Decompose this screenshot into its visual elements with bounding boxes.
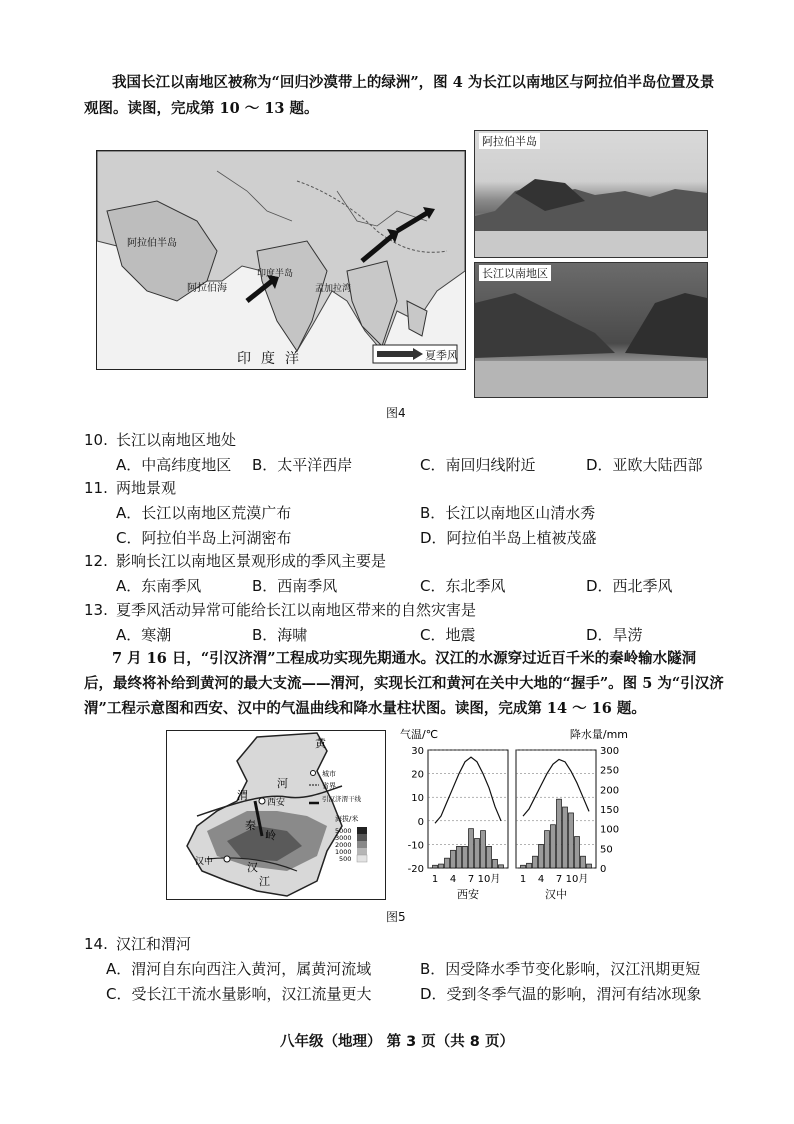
precip-bar — [527, 863, 532, 868]
photo-arabian-drawing — [475, 131, 707, 257]
figure4-caption: 图4 — [386, 406, 406, 420]
precip-bar — [445, 858, 450, 868]
map-label-wei: 渭 — [237, 789, 248, 802]
legend-elev-1000: 1000 — [335, 848, 352, 856]
precip-bar — [557, 799, 562, 868]
map-legend-summer-monsoon: 夏季风 — [425, 349, 458, 362]
map-label-bay-of-bengal: 孟加拉湾 — [315, 284, 352, 294]
question-10-stem: 长江以南地区地处 — [116, 431, 237, 449]
precip-bar — [563, 807, 568, 868]
question-12-number: 12. — [84, 552, 108, 570]
question-13-option-c[interactable]: C．地震 — [420, 626, 476, 644]
figure5-map-drawing — [167, 731, 385, 899]
photo-south-yangtze-drawing — [475, 263, 707, 397]
temp-tick-label: -10 — [407, 840, 424, 852]
temp-tick-label: 30 — [411, 746, 424, 757]
question-11-number: 11. — [84, 479, 108, 497]
precip-bar — [569, 813, 574, 868]
x-tick-label: 4 — [449, 874, 457, 885]
question-13-stem: 夏季风活动异常可能给长江以南地区带来的自然灾害是 — [116, 601, 477, 619]
precip-bar — [539, 844, 544, 868]
legend-city: 城市 — [322, 770, 336, 778]
question-13-option-b[interactable]: B．海啸 — [252, 626, 308, 644]
precip-tick-label: 200 — [600, 785, 620, 797]
precip-tick-label: 300 — [600, 746, 620, 757]
figure5-caption: 图5 — [386, 910, 406, 924]
map-label-hanzhong: 汉中 — [195, 857, 214, 867]
photo-south-yangtze — [474, 262, 708, 398]
figure4-map — [96, 150, 466, 370]
temp-tick-label: 20 — [411, 769, 424, 781]
question-14-option-a[interactable]: A．渭河自东向西注入黄河，属黄河流域 — [106, 960, 372, 978]
precip-tick-label: 250 — [600, 765, 620, 777]
x-tick-label: 1 — [431, 874, 439, 885]
legend-project: 引汉济渭干线 — [322, 795, 361, 803]
precip-bar — [521, 865, 526, 868]
map-label-ling: 岭 — [265, 829, 276, 842]
question-10-option-b[interactable]: B．太平洋西岸 — [252, 456, 353, 474]
temp-tick-label: 10 — [411, 793, 424, 805]
precip-bar — [493, 859, 498, 868]
question-10-option-a[interactable]: A．中高纬度地区 — [116, 456, 232, 474]
question-14-option-d[interactable]: D．受到冬季气温的影响，渭河有结冰现象 — [420, 985, 702, 1003]
climate-charts — [396, 726, 632, 904]
question-13-option-a[interactable]: A．寒潮 — [116, 626, 172, 644]
question-14-stem: 汉江和渭河 — [116, 935, 192, 953]
legend-elev-500: 500 — [339, 855, 352, 863]
precip-bar — [481, 831, 486, 868]
intro-paragraph-1: 我国长江以南地区被称为“回归沙漠带上的绿洲”，图 4 为长江以南地区与阿拉伯半岛位置及景观图。读图，完成第 10 ～ 13 题。 — [84, 74, 715, 117]
chart-ylabel-left: 气温/℃ — [400, 728, 439, 741]
precip-bar — [545, 831, 550, 868]
legend-elev-5000: 5000 — [335, 827, 352, 835]
photo-label-arabian: 阿拉伯半岛 — [479, 133, 540, 149]
intro-paragraph-2: 7 月 16 日，“引汉济渭”工程成功实现先期通水。汉江的水源穿过近百千米的秦岭输水隧洞后，最终将补给到黄河的最大支流——渭河，实现长江和黄河在关中大地的“握手”。图 5 为“引汉济渭”工程示意图和西安、汉中的气温曲线和降水量柱状图。读图，完成第 14 ～ 16 题。 — [84, 650, 724, 717]
map-label-qin: 秦 — [245, 819, 256, 832]
legend-elevation-title: 海拔/米 — [335, 815, 359, 823]
x-tick-label: 7 — [467, 874, 475, 885]
question-12-option-c[interactable]: C．东北季风 — [420, 577, 506, 595]
x-tick-label: 10月 — [477, 874, 501, 885]
x-tick-label: 7 — [555, 874, 563, 885]
photo-label-south-yangtze: 长江以南地区 — [479, 265, 551, 281]
question-12-option-b[interactable]: B．西南季风 — [252, 577, 338, 595]
question-11-option-d[interactable]: D．阿拉伯半岛上植被茂盛 — [420, 529, 597, 547]
question-12-option-a[interactable]: A．东南季风 — [116, 577, 202, 595]
precip-bar — [433, 865, 438, 868]
precip-bar — [469, 829, 474, 868]
chart-panel-frame — [516, 750, 596, 868]
map-drawing — [97, 151, 465, 369]
temp-tick-label: 0 — [417, 816, 424, 828]
precip-bar — [463, 846, 468, 868]
map-label-indian-ocean: 印度洋 — [237, 351, 309, 367]
x-tick-label: 10月 — [565, 874, 589, 885]
question-11-stem: 两地景观 — [116, 479, 177, 497]
map-label-arabian-peninsula: 阿拉伯半岛 — [127, 238, 177, 249]
question-11-option-a[interactable]: A．长江以南地区荒漠广布 — [116, 504, 292, 522]
photo-arabian-peninsula — [474, 130, 708, 258]
question-11-option-c[interactable]: C．阿拉伯半岛上河湖密布 — [116, 529, 292, 547]
map-label-jiang: 江 — [259, 875, 270, 888]
precip-bar — [551, 825, 556, 868]
x-tick-label: 4 — [537, 874, 545, 885]
precip-tick-label: 100 — [600, 824, 620, 836]
page-footer: 八年级（地理） 第 3 页（共 8 页） — [280, 1034, 514, 1050]
map-label-india-peninsula: 印度半岛 — [257, 269, 294, 279]
x-tick-label: 1 — [519, 874, 527, 885]
question-11-option-b[interactable]: B．长江以南地区山清水秀 — [420, 504, 596, 522]
map-label-huang: 黄 — [315, 737, 326, 750]
figure5-map — [166, 730, 386, 900]
station-name: 汉中 — [545, 888, 567, 901]
question-14-number: 14. — [84, 935, 108, 953]
question-14-option-c[interactable]: C．受长江干流水量影响，汉江流量更大 — [106, 985, 372, 1003]
precip-bar — [475, 839, 480, 869]
precip-tick-label: 50 — [600, 844, 613, 856]
map-label-xian: 西安 — [267, 798, 286, 808]
chart-ylabel-right: 降水量/mm — [569, 728, 628, 741]
precip-bar — [499, 865, 504, 868]
precip-bar — [439, 864, 444, 868]
legend-elev-2000: 2000 — [335, 841, 352, 849]
precip-tick-label: 0 — [600, 864, 607, 875]
question-12-stem: 影响长江以南地区景观形成的季风主要是 — [116, 552, 387, 570]
question-12-option-d[interactable]: D．西北季风 — [586, 577, 673, 595]
map-label-arabian-sea: 阿拉伯海 — [187, 283, 227, 294]
question-13-option-d[interactable]: D．旱涝 — [586, 626, 643, 644]
question-10-number: 10. — [84, 431, 108, 449]
question-10-option-c[interactable]: C．南回归线附近 — [420, 456, 536, 474]
precip-bar — [575, 837, 580, 868]
question-10-option-d[interactable]: D．亚欧大陆西部 — [586, 456, 703, 474]
station-name: 西安 — [457, 888, 479, 901]
precip-bar — [457, 846, 462, 868]
legend-boundary: 省界 — [322, 782, 336, 790]
temp-tick-label: -20 — [407, 864, 424, 875]
map-label-han: 汉 — [247, 861, 258, 874]
question-14-option-b[interactable]: B．因受降水季节变化影响，汉江汛期更短 — [420, 960, 701, 978]
precip-bar — [581, 856, 586, 868]
question-13-number: 13. — [84, 601, 108, 619]
legend-elev-3000: 3000 — [335, 834, 352, 842]
precip-bar — [487, 846, 492, 868]
map-label-he: 河 — [277, 777, 288, 790]
precip-tick-label: 150 — [600, 805, 620, 816]
precip-bar — [587, 864, 592, 868]
precip-bar — [451, 850, 456, 868]
precip-bar — [533, 856, 538, 868]
